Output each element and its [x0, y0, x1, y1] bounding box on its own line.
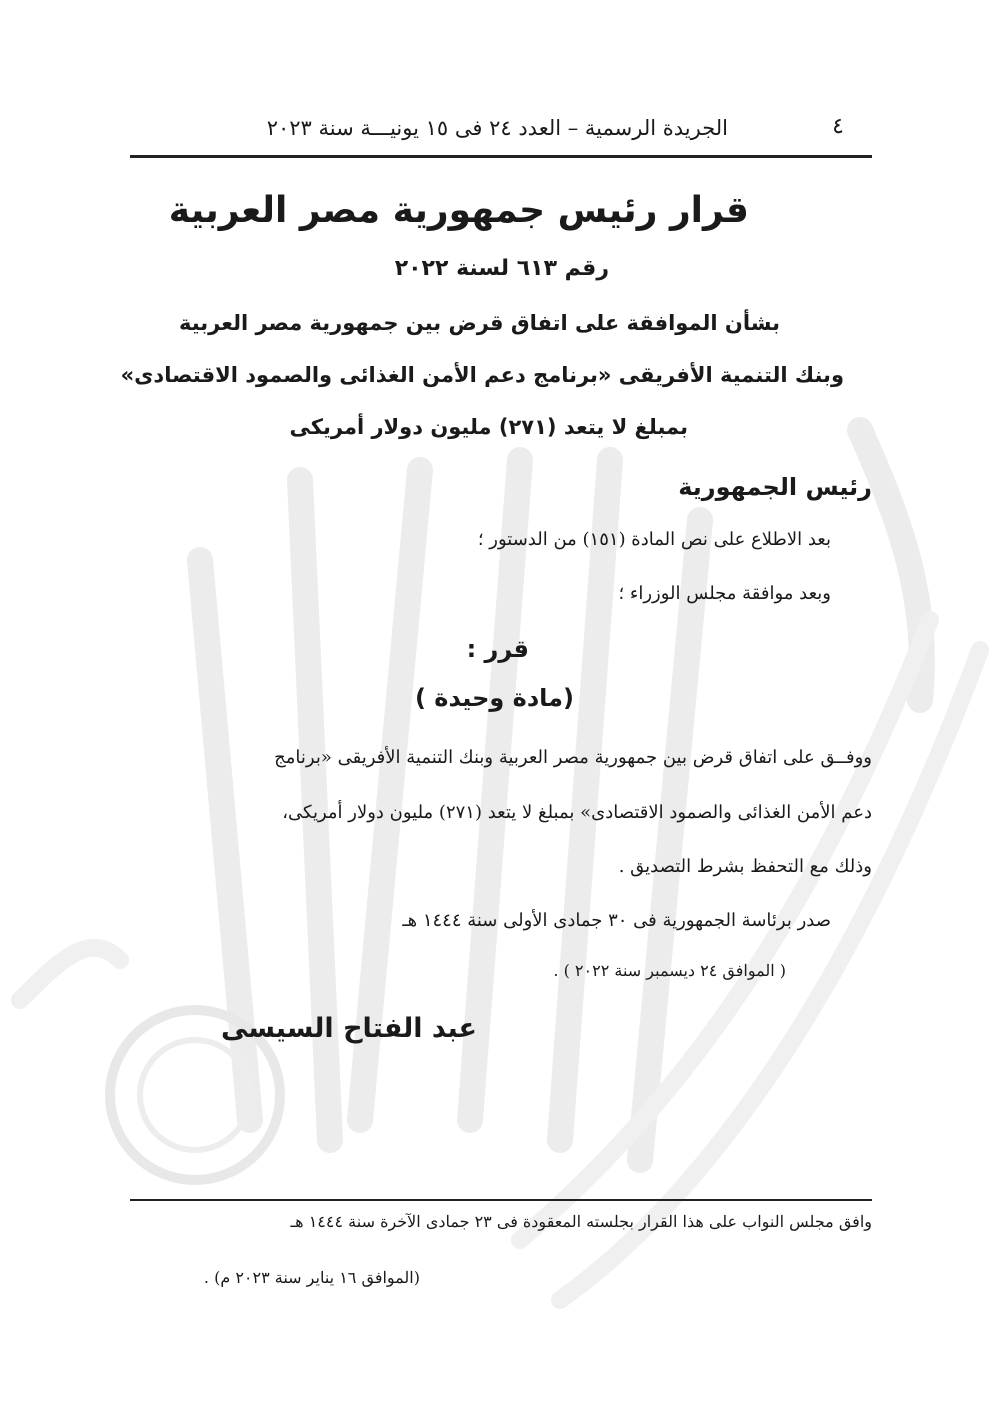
- header-divider: [130, 155, 872, 158]
- decided-heading: قرر :: [466, 635, 529, 663]
- president-heading: رئيس الجمهورية: [678, 473, 872, 501]
- footnote-line: (الموافق ١٦ يناير سنة ٢٠٢٣ م) .: [203, 1268, 420, 1287]
- journal-header: الجريدة الرسمية – العدد ٢٤ فى ١٥ يونيـــة سنة ٢٠٢٣: [266, 116, 728, 140]
- preamble-line: وبعد موافقة مجلس الوزراء ؛: [618, 583, 831, 604]
- president-signature: عبد الفتاح السيسى: [221, 1013, 477, 1044]
- article-text-line: دعم الأمن الغذائى والصمود الاقتصادى» بمبلغ لا يتعد (٢٧١) مليون دولار أمريكى،: [282, 802, 872, 823]
- subject-line: بمبلغ لا يتعد (٢٧١) مليون دولار أمريكى: [289, 415, 688, 439]
- preamble-line: بعد الاطلاع على نص المادة (١٥١) من الدستور ؛: [477, 529, 831, 550]
- issued-date: صدر برئاسة الجمهورية فى ٣٠ جمادى الأولى سنة ١٤٤٤ هـ: [402, 910, 831, 931]
- subject-line: وبنك التنمية الأفريقى «برنامج دعم الأمن الغذائى والصمود الاقتصادى»: [120, 363, 844, 387]
- decree-title: قرار رئيس جمهورية مصر العربية: [168, 190, 749, 231]
- decree-number: رقم ٦١٣ لسنة ٢٠٢٢: [394, 256, 609, 281]
- article-text-line: وذلك مع التحفظ بشرط التصديق .: [618, 856, 872, 877]
- footnote-line: وافق مجلس النواب على هذا القرار بجلسته المعقودة فى ٢٣ جمادى الآخرة سنة ١٤٤٤ هـ: [290, 1212, 872, 1231]
- gregorian-date: ( الموافق ٢٤ ديسمبر سنة ٢٠٢٢ ) .: [553, 961, 786, 980]
- page-number: ٤: [832, 114, 844, 139]
- article-text-line: ووفــق على اتفاق قرض بين جمهورية مصر العربية وبنك التنمية الأفريقى «برنامج: [274, 747, 872, 768]
- subject-line: بشأن الموافقة على اتفاق قرض بين جمهورية مصر العربية: [178, 311, 780, 335]
- footnote-divider: [130, 1199, 872, 1201]
- article-heading: (مادة وحيدة ): [414, 684, 574, 712]
